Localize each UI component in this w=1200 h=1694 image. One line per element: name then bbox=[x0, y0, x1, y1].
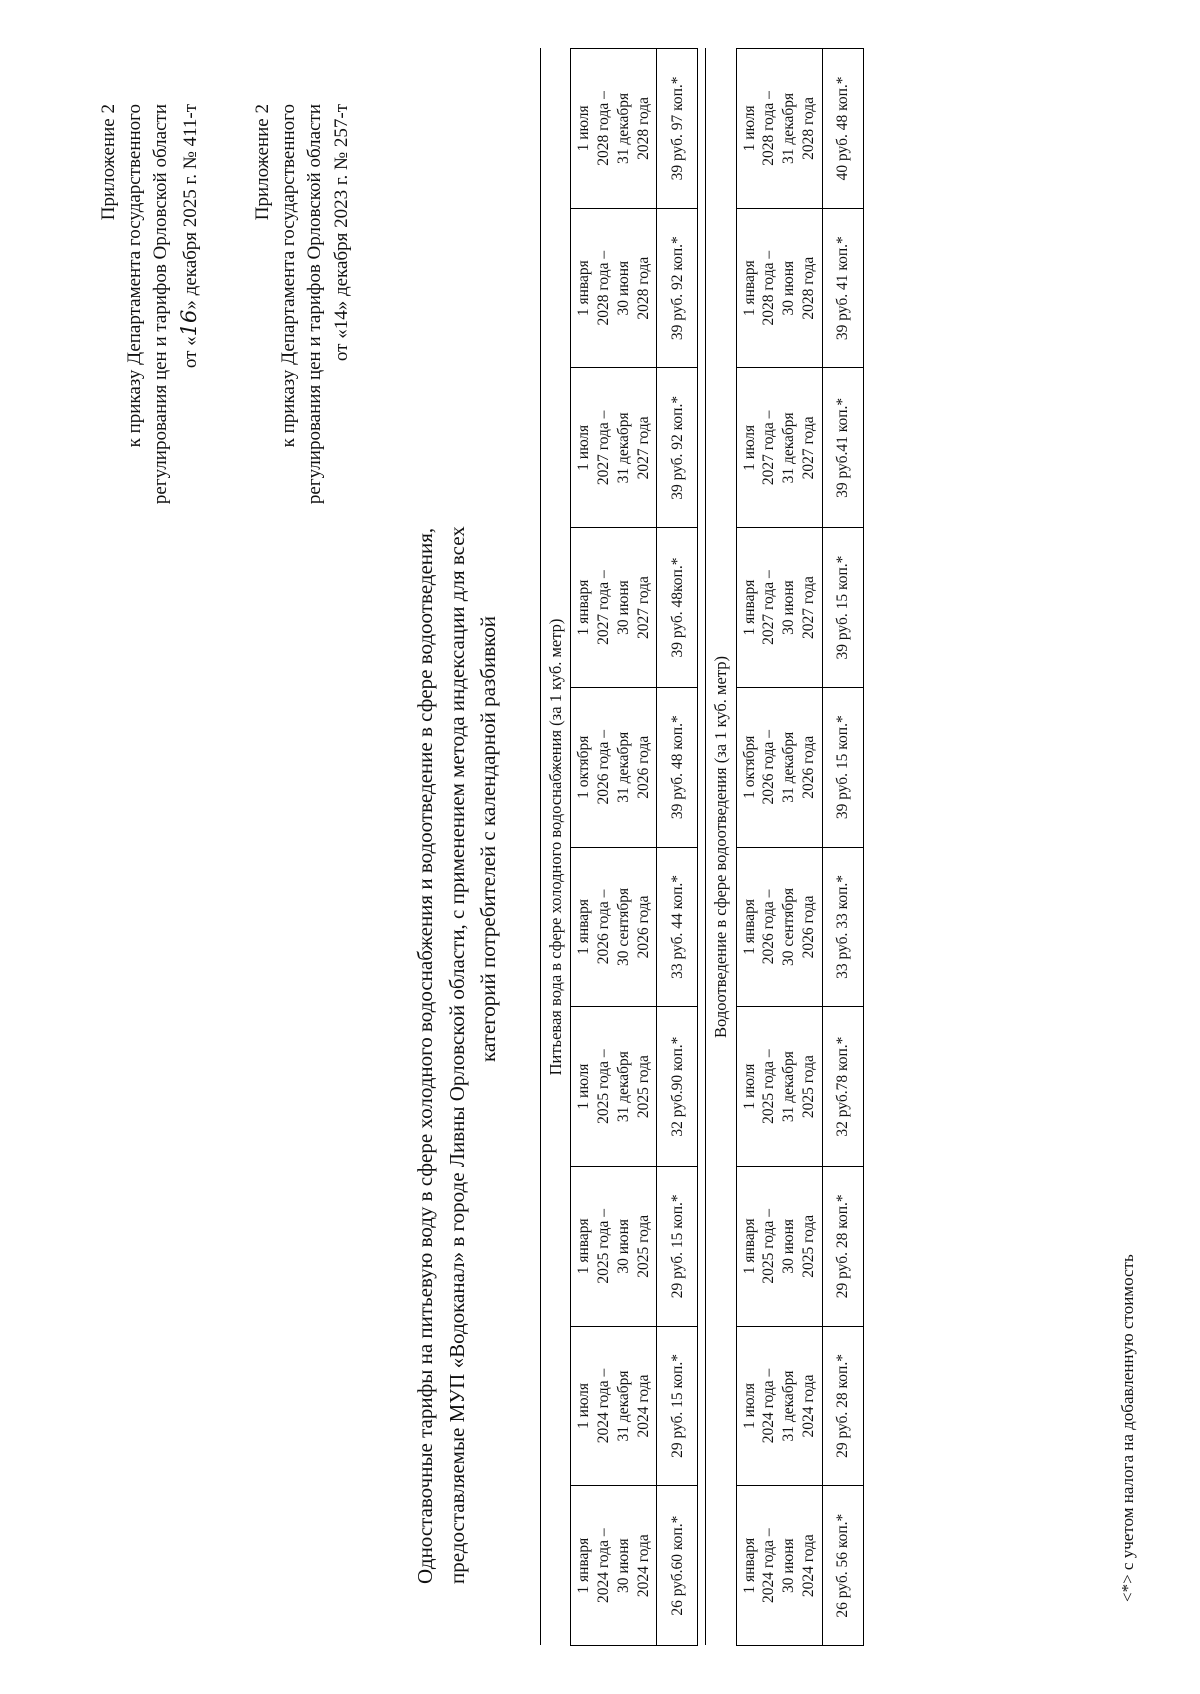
period-line: 2026 года – bbox=[594, 729, 612, 805]
tariff-value: 29 руб. 15 коп.* bbox=[657, 1326, 698, 1486]
tariff-value: 39 руб.41 коп.* bbox=[822, 368, 863, 528]
period-line: 2026 года – bbox=[760, 889, 778, 965]
period-line: 2024 года bbox=[634, 1374, 652, 1438]
period-line: 2027 года bbox=[634, 416, 652, 480]
appendix-order-line-2c: от «14» декабря 2023 г. № 257-т bbox=[330, 104, 352, 362]
period-cell bbox=[571, 1326, 657, 1486]
period-line: 2024 года bbox=[800, 1374, 818, 1438]
period-line: 2027 года – bbox=[594, 570, 612, 645]
period-line: 2024 года – bbox=[760, 1528, 778, 1603]
tariff-value: 39 руб. 15 коп.* bbox=[822, 528, 863, 688]
table-row bbox=[736, 49, 822, 1646]
tariff-value: 39 руб. 48 коп.* bbox=[657, 687, 698, 847]
tariff-value: 39 руб. 92 коп.* bbox=[657, 368, 698, 528]
table-row bbox=[571, 49, 657, 1646]
period-line: 2028 года bbox=[634, 96, 652, 160]
intro-line-1: Одноставочные тарифы на питьевую воду в сфере холодного водоснабжения и водоотведение в сфере водоотведения, bbox=[413, 527, 437, 1584]
period-line: 2028 года bbox=[800, 96, 818, 160]
period-line: 2027 года – bbox=[594, 410, 612, 486]
tariff-value: 32 руб.78 коп.* bbox=[822, 1007, 863, 1167]
period-line: 2027 года – bbox=[760, 410, 778, 486]
period-line: 2027 года bbox=[800, 416, 818, 480]
tariff-value: 32 руб.90 коп.* bbox=[657, 1007, 698, 1167]
table-water-disposal bbox=[705, 48, 863, 1646]
period-line: 31 декабря bbox=[614, 92, 632, 164]
period-line: 1 октября bbox=[740, 735, 758, 799]
period-line: 2025 года bbox=[634, 1055, 652, 1119]
period-line: 2024 года – bbox=[594, 1528, 612, 1603]
period-line: 1 января bbox=[575, 1537, 593, 1594]
period-line: 1 июля bbox=[575, 1063, 593, 1110]
period-line: 2027 года – bbox=[760, 570, 778, 645]
period-line: 2024 года – bbox=[594, 1368, 612, 1444]
order-date-handwritten-day: 16 bbox=[176, 309, 201, 337]
period-cell bbox=[736, 1326, 822, 1486]
period-line: 1 июля bbox=[740, 1382, 758, 1429]
period-cell bbox=[571, 528, 657, 688]
period-line: 2025 года bbox=[634, 1214, 652, 1278]
period-line: 1 января bbox=[575, 898, 593, 955]
table-row bbox=[698, 48, 705, 1646]
period-line: 30 сентября bbox=[780, 887, 798, 966]
period-line: 2026 года bbox=[634, 735, 652, 799]
period-line: 31 декабря bbox=[780, 1370, 798, 1442]
period-cell bbox=[736, 1007, 822, 1167]
period-cell bbox=[571, 687, 657, 847]
period-line: 31 декабря bbox=[614, 1051, 632, 1123]
spacer-cell bbox=[698, 48, 705, 1646]
tariff-value: 29 руб. 15 коп.* bbox=[657, 1166, 698, 1326]
period-line: 31 декабря bbox=[780, 1051, 798, 1123]
period-line: 1 января bbox=[740, 260, 758, 317]
appendix-header-primary bbox=[96, 104, 204, 934]
period-line: 1 июля bbox=[740, 1063, 758, 1110]
tariff-value: 33 руб. 33 коп.* bbox=[822, 847, 863, 1007]
period-line: 1 октября bbox=[575, 735, 593, 799]
period-line: 1 июля bbox=[740, 105, 758, 152]
tariff-value: 26 руб. 56 коп.* bbox=[822, 1486, 863, 1646]
period-line: 2024 года bbox=[800, 1534, 818, 1598]
appendix-title-2: Приложение 2 bbox=[252, 104, 273, 221]
table-row bbox=[657, 49, 698, 1646]
period-cell bbox=[736, 49, 822, 209]
period-line: 2028 года – bbox=[594, 91, 612, 166]
period-cell bbox=[736, 1486, 822, 1646]
appendix-order-line-1a: к приказу Департамента государственного bbox=[124, 104, 146, 448]
period-line: 30 июня bbox=[780, 260, 798, 316]
period-line: 30 сентября bbox=[614, 887, 632, 966]
tariff-value: 39 руб. 41 коп.* bbox=[822, 208, 863, 368]
period-cell bbox=[571, 1166, 657, 1326]
period-cell bbox=[571, 208, 657, 368]
period-line: 30 июня bbox=[614, 260, 632, 316]
period-line: 2025 года – bbox=[594, 1209, 612, 1284]
period-line: 1 января bbox=[740, 579, 758, 636]
period-line: 1 июля bbox=[575, 105, 593, 152]
period-line: 2028 года bbox=[800, 256, 818, 320]
period-line: 2025 года – bbox=[594, 1049, 612, 1124]
period-line: 1 января bbox=[740, 1537, 758, 1594]
period-line: 1 июля bbox=[575, 424, 593, 471]
period-cell bbox=[736, 687, 822, 847]
period-line: 2028 года bbox=[634, 256, 652, 320]
tariff-value: 39 руб. 15 коп.* bbox=[822, 687, 863, 847]
order-date-prefix: от « bbox=[179, 336, 201, 369]
tariff-value: 39 руб. 92 коп.* bbox=[657, 208, 698, 368]
period-cell bbox=[571, 1007, 657, 1167]
period-line: 2024 года – bbox=[760, 1368, 778, 1444]
period-line: 2025 года bbox=[800, 1055, 818, 1119]
table-spacer bbox=[698, 48, 705, 1646]
period-line: 1 января bbox=[575, 1218, 593, 1275]
period-cell bbox=[571, 49, 657, 209]
tariff-value: 33 руб. 44 коп.* bbox=[657, 847, 698, 1007]
water-disposal-caption: Водоотведение в сфере водоотведения (за 1 куб. метр) bbox=[706, 49, 736, 1646]
period-line: 31 декабря bbox=[780, 731, 798, 803]
table-row bbox=[706, 49, 736, 1646]
period-line: 2026 года bbox=[800, 895, 818, 959]
period-line: 31 декабря bbox=[614, 731, 632, 803]
period-line: 1 января bbox=[740, 1218, 758, 1275]
period-line: 2026 года – bbox=[760, 729, 778, 805]
period-cell bbox=[736, 1166, 822, 1326]
period-line: 1 января bbox=[740, 898, 758, 955]
tariff-value: 26 руб.60 коп.* bbox=[657, 1486, 698, 1646]
period-line: 2027 года bbox=[800, 576, 818, 639]
period-line: 30 июня bbox=[780, 1218, 798, 1274]
period-line: 31 декабря bbox=[614, 1370, 632, 1442]
period-line: 31 декабря bbox=[780, 412, 798, 484]
tariff-value: 40 руб. 48 коп.* bbox=[822, 49, 863, 209]
period-line: 30 июня bbox=[780, 1538, 798, 1593]
period-line: 1 января bbox=[575, 579, 593, 636]
period-line: 31 декабря bbox=[780, 92, 798, 164]
period-line: 31 декабря bbox=[614, 412, 632, 484]
order-date-suffix: » декабря 2025 г. № 411-т bbox=[179, 104, 201, 310]
period-line: 30 июня bbox=[614, 1538, 632, 1593]
period-cell bbox=[736, 368, 822, 528]
period-line: 30 июня bbox=[614, 580, 632, 635]
period-line: 2025 года bbox=[800, 1214, 818, 1278]
period-cell bbox=[736, 847, 822, 1007]
period-line: 1 июля bbox=[740, 424, 758, 471]
appendix-order-line-1b: регулирования цен и тарифов Орловской области bbox=[150, 104, 172, 505]
tariff-tables bbox=[540, 46, 864, 1646]
appendix-title-1: Приложение 2 bbox=[98, 104, 119, 221]
appendix-order-line-2a: к приказу Департамента государственного bbox=[278, 104, 300, 448]
period-line: 2025 года – bbox=[760, 1209, 778, 1284]
tariff-value: 29 руб. 28 коп.* bbox=[822, 1326, 863, 1486]
period-line: 2024 года bbox=[634, 1534, 652, 1598]
intro-line-3: категорий потребителей с календарной разбивкой bbox=[476, 616, 500, 1062]
period-line: 2025 года – bbox=[760, 1049, 778, 1124]
tariff-value: 39 руб. 97 коп.* bbox=[657, 49, 698, 209]
appendix-order-line-1c bbox=[175, 104, 204, 934]
period-line: 1 января bbox=[575, 260, 593, 317]
appendix-header-secondary bbox=[250, 104, 355, 934]
period-line: 2026 года bbox=[634, 895, 652, 959]
table-water-supply bbox=[540, 48, 698, 1646]
intro-paragraph bbox=[410, 94, 505, 1584]
table-row bbox=[822, 49, 863, 1646]
period-cell bbox=[736, 208, 822, 368]
period-line: 2028 года – bbox=[760, 250, 778, 326]
period-line: 2026 года – bbox=[594, 889, 612, 965]
appendix-order-line-2b: регулирования цен и тарифов Орловской области bbox=[304, 104, 326, 505]
period-line: 30 июня bbox=[780, 580, 798, 635]
period-line: 2027 года bbox=[634, 576, 652, 639]
period-cell bbox=[571, 368, 657, 528]
tariff-value: 39 руб. 48коп.* bbox=[657, 528, 698, 688]
period-cell bbox=[571, 847, 657, 1007]
period-line: 1 июля bbox=[575, 1382, 593, 1429]
intro-line-2: предоставляемые МУП «Водоканал» в городе Ливны Орловской области, с применением метода индексации для всех bbox=[444, 526, 469, 1584]
period-line: 2028 года – bbox=[760, 91, 778, 166]
tariff-value: 29 руб. 28 коп.* bbox=[822, 1166, 863, 1326]
period-cell bbox=[736, 528, 822, 688]
table-row bbox=[541, 49, 571, 1646]
footnote-vat: <*> с учетом налога на добавленную стоимость bbox=[1118, 1254, 1137, 1602]
period-cell bbox=[571, 1486, 657, 1646]
water-supply-caption: Питьевая вода в сфере холодного водоснабжения (за 1 куб. метр) bbox=[541, 49, 571, 1646]
period-line: 2028 года – bbox=[594, 250, 612, 326]
period-line: 30 июня bbox=[614, 1218, 632, 1274]
period-line: 2026 года bbox=[800, 735, 818, 799]
